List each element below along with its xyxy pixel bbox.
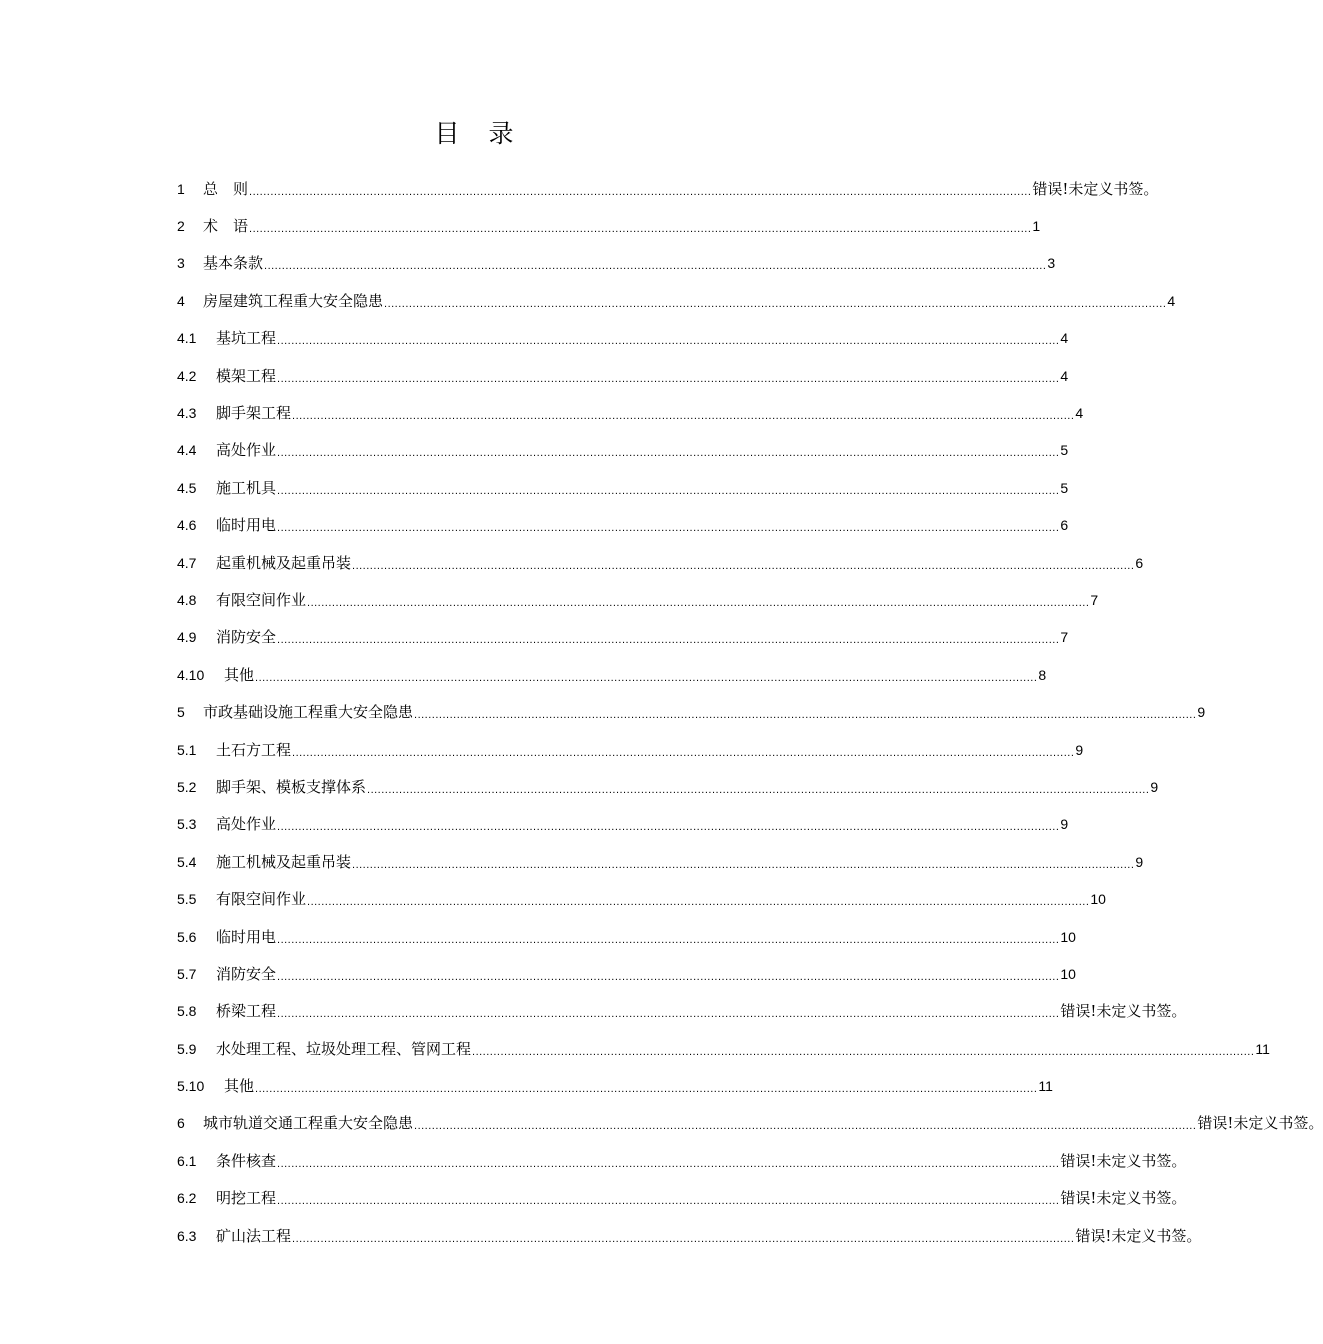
toc-entry[interactable]	[177, 955, 1076, 992]
toc-entry[interactable]	[177, 806, 1069, 843]
toc-entry-label: 水处理工程、垃圾处理工程、管网工程	[216, 1039, 472, 1058]
toc-entry-page: 9	[1197, 704, 1206, 721]
toc-entry[interactable]	[177, 918, 1076, 955]
toc-leader-dots: ............................................................................................................................................................................................................................	[352, 858, 1135, 871]
toc-entry-page: 1	[1032, 218, 1041, 235]
toc-entry-number: 6.3	[177, 1227, 197, 1244]
toc-entry-page: 错误!未定义书签。	[1060, 1189, 1187, 1208]
toc-entry-page: 5	[1060, 479, 1069, 496]
toc-leader-dots: ............................................................................................................................................................................................................................	[472, 1045, 1255, 1058]
toc-entry-label: 条件核查	[216, 1151, 277, 1170]
toc-entry-page: 6	[1135, 554, 1144, 571]
toc-entry-label: 城市轨道交通工程重大安全隐患	[203, 1114, 414, 1133]
toc-leader-dots: ............................................................................................................................................................................................................................	[277, 447, 1060, 460]
toc-entry-number: 5.4	[177, 853, 197, 870]
toc-entry-number: 5.3	[177, 816, 197, 833]
toc-entry-number: 4.8	[177, 591, 197, 608]
toc-entry-page: 4	[1075, 405, 1084, 422]
toc-entry-label: 总 则	[203, 179, 249, 198]
toc-entry[interactable]	[177, 843, 1144, 880]
toc-entry[interactable]	[177, 357, 1069, 394]
toc-entry-label: 消防安全	[216, 628, 277, 647]
toc-entry-page: 3	[1047, 255, 1056, 272]
toc-leader-dots: ............................................................................................................................................................................................................................	[414, 1120, 1197, 1133]
toc-entry-label: 基坑工程	[216, 329, 277, 348]
toc-entry-number: 1	[177, 180, 185, 197]
toc-entry-number: 5.2	[177, 778, 197, 795]
toc-leader-dots: ............................................................................................................................................................................................................................	[277, 522, 1060, 535]
toc-entry[interactable]	[177, 1105, 1323, 1142]
toc-entry[interactable]	[177, 1030, 1270, 1067]
toc-entry-label: 土石方工程	[216, 740, 292, 759]
toc-entry-number: 6.2	[177, 1190, 197, 1207]
toc-entry-label: 高处作业	[216, 815, 277, 834]
toc-entry-number: 5.8	[177, 1003, 197, 1020]
toc-entry-page: 错误!未定义书签。	[1060, 1002, 1187, 1021]
toc-entry[interactable]	[177, 993, 1187, 1030]
toc-entry-number: 4	[177, 292, 185, 309]
toc-entry-label: 术 语	[203, 217, 249, 236]
toc-entry-number: 6	[177, 1115, 185, 1132]
toc-entry[interactable]	[177, 581, 1099, 618]
toc-leader-dots: ............................................................................................................................................................................................................................	[384, 297, 1167, 310]
toc-entry-number: 5.1	[177, 741, 197, 758]
toc-entry-number: 4.7	[177, 554, 197, 571]
toc-entry[interactable]	[177, 1217, 1202, 1254]
toc-leader-dots: ............................................................................................................................................................................................................................	[292, 746, 1075, 759]
toc-leader-dots: ............................................................................................................................................................................................................................	[307, 596, 1090, 609]
toc-entry-page: 4	[1060, 367, 1069, 384]
toc-entry-page: 错误!未定义书签。	[1075, 1226, 1202, 1245]
toc-entry[interactable]	[177, 394, 1084, 431]
toc-entry-number: 4.2	[177, 367, 197, 384]
toc-entry-page: 4	[1060, 330, 1069, 347]
toc-entry[interactable]	[177, 432, 1069, 469]
toc-title: 目 录	[434, 119, 516, 148]
toc-entry[interactable]	[177, 1180, 1187, 1217]
toc-entry-label: 模架工程	[216, 366, 277, 385]
toc-entry[interactable]	[177, 693, 1206, 730]
toc-entry-label: 施工机具	[216, 478, 277, 497]
toc-entry[interactable]	[177, 170, 1159, 207]
toc-entry-page: 11	[1038, 1078, 1053, 1095]
toc-leader-dots: ............................................................................................................................................................................................................................	[277, 821, 1060, 834]
toc-entry-page: 9	[1060, 816, 1069, 833]
toc-entry-page: 9	[1135, 853, 1144, 870]
toc-leader-dots: ............................................................................................................................................................................................................................	[277, 634, 1060, 647]
toc-entry[interactable]	[177, 768, 1159, 805]
toc-entry-number: 4.10	[177, 666, 205, 683]
toc-entry-page: 11	[1255, 1040, 1270, 1057]
toc-entry-label: 其他	[224, 1077, 255, 1096]
toc-leader-dots: ............................................................................................................................................................................................................................	[414, 709, 1197, 722]
toc-entry-page: 10	[1060, 965, 1076, 982]
toc-entry-number: 4.5	[177, 479, 197, 496]
toc-entry-number: 4.9	[177, 629, 197, 646]
toc-entry-page: 9	[1150, 778, 1159, 795]
toc-entry-page: 5	[1060, 442, 1069, 459]
toc-leader-dots: ............................................................................................................................................................................................................................	[277, 1157, 1060, 1170]
toc-leader-dots: ............................................................................................................................................................................................................................	[307, 896, 1090, 909]
toc-entry-label: 施工机械及起重吊装	[216, 852, 352, 871]
toc-leader-dots: ............................................................................................................................................................................................................................	[277, 484, 1060, 497]
toc-entry-number: 2	[177, 218, 185, 235]
toc-entry-page: 错误!未定义书签。	[1197, 1114, 1323, 1133]
toc-entry-label: 高处作业	[216, 441, 277, 460]
toc-leader-dots: ............................................................................................................................................................................................................................	[352, 559, 1135, 572]
toc-entry[interactable]	[177, 731, 1084, 768]
toc-entry-page: 9	[1075, 741, 1084, 758]
toc-leader-dots: ............................................................................................................................................................................................................................	[277, 970, 1060, 983]
toc-entry-page: 10	[1060, 928, 1076, 945]
toc-leader-dots: ............................................................................................................................................................................................................................	[255, 1083, 1038, 1096]
toc-entry-number: 6.1	[177, 1152, 197, 1169]
toc-leader-dots: ............................................................................................................................................................................................................................	[367, 783, 1150, 796]
toc-entry-label: 矿山法工程	[216, 1226, 292, 1245]
toc-entry-label: 其他	[224, 665, 255, 684]
toc-entry-label: 桥梁工程	[216, 1002, 277, 1021]
toc-entry-number: 3	[177, 255, 185, 272]
toc-entry[interactable]	[177, 207, 1041, 244]
toc-entry-label: 脚手架、模板支撑体系	[216, 777, 367, 796]
toc-entry-number: 5.7	[177, 965, 197, 982]
toc-entry[interactable]	[177, 1142, 1187, 1179]
table-of-contents	[177, 170, 1323, 1254]
toc-entry[interactable]	[177, 507, 1069, 544]
toc-entry[interactable]	[177, 282, 1176, 319]
toc-entry-page: 8	[1038, 666, 1047, 683]
toc-leader-dots: ............................................................................................................................................................................................................................	[277, 933, 1060, 946]
toc-entry[interactable]	[177, 880, 1106, 917]
toc-entry-label: 临时用电	[216, 927, 277, 946]
toc-entry[interactable]	[177, 544, 1144, 581]
toc-entry-label: 基本条款	[203, 254, 264, 273]
toc-leader-dots: ............................................................................................................................................................................................................................	[292, 410, 1075, 423]
toc-leader-dots: ............................................................................................................................................................................................................................	[264, 260, 1047, 273]
toc-entry-page: 错误!未定义书签。	[1032, 179, 1159, 198]
toc-entry-page: 7	[1090, 591, 1099, 608]
toc-leader-dots: ............................................................................................................................................................................................................................	[277, 335, 1060, 348]
toc-entry-label: 有限空间作业	[216, 890, 307, 909]
toc-entry[interactable]	[177, 320, 1069, 357]
toc-entry-label: 市政基础设施工程重大安全隐患	[203, 703, 414, 722]
toc-entry-label: 起重机械及起重吊装	[216, 553, 352, 572]
toc-leader-dots: ............................................................................................................................................................................................................................	[277, 1195, 1060, 1208]
toc-entry[interactable]	[177, 1067, 1053, 1104]
toc-leader-dots: ............................................................................................................................................................................................................................	[292, 1232, 1075, 1245]
toc-entry-number: 4.4	[177, 442, 197, 459]
toc-entry-label: 脚手架工程	[216, 404, 292, 423]
toc-entry-page: 7	[1060, 629, 1069, 646]
toc-entry-label: 消防安全	[216, 964, 277, 983]
toc-entry-number: 5.6	[177, 928, 197, 945]
toc-entry-number: 5.10	[177, 1078, 205, 1095]
toc-leader-dots: ............................................................................................................................................................................................................................	[255, 671, 1038, 684]
toc-entry-page: 错误!未定义书签。	[1060, 1151, 1187, 1170]
toc-entry[interactable]	[177, 245, 1056, 282]
toc-entry-number: 5.5	[177, 891, 197, 908]
toc-entry-number: 4.1	[177, 330, 197, 347]
toc-entry-label: 临时用电	[216, 516, 277, 535]
toc-entry-page: 6	[1060, 517, 1069, 534]
toc-leader-dots: ............................................................................................................................................................................................................................	[277, 372, 1060, 385]
toc-entry-number: 4.6	[177, 517, 197, 534]
toc-entry-label: 明挖工程	[216, 1189, 277, 1208]
toc-entry-number: 5	[177, 704, 185, 721]
toc-entry-label: 房屋建筑工程重大安全隐患	[203, 291, 384, 310]
toc-entry[interactable]	[177, 469, 1069, 506]
toc-entry-label: 有限空间作业	[216, 590, 307, 609]
toc-entry-number: 4.3	[177, 405, 197, 422]
toc-entry-number: 5.9	[177, 1040, 197, 1057]
toc-entry[interactable]	[177, 619, 1069, 656]
toc-entry[interactable]	[177, 656, 1047, 693]
toc-leader-dots: ............................................................................................................................................................................................................................	[277, 1008, 1060, 1021]
toc-entry-page: 4	[1167, 292, 1176, 309]
toc-entry-page: 10	[1090, 891, 1106, 908]
toc-leader-dots: ............................................................................................................................................................................................................................	[249, 223, 1032, 236]
toc-leader-dots: ............................................................................................................................................................................................................................	[249, 185, 1032, 198]
